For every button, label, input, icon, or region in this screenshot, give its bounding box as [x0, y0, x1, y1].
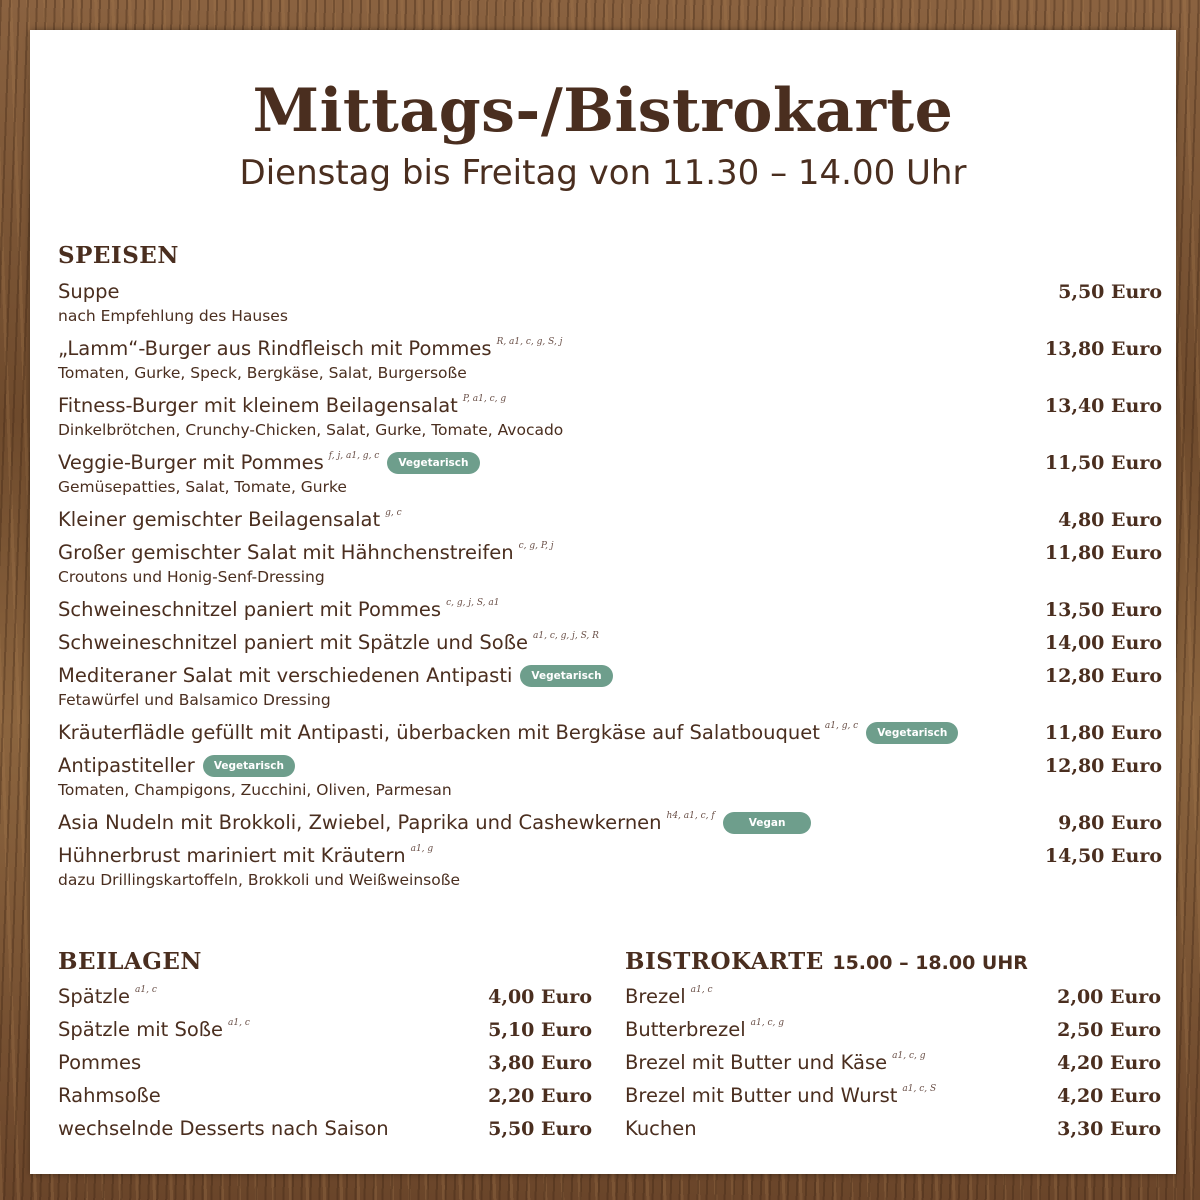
menu-item-name	[58, 811, 811, 834]
menu-item-row	[58, 394, 1162, 417]
menu-item-name	[58, 1117, 389, 1140]
menu-item	[58, 541, 1162, 586]
menu-item-name	[58, 508, 402, 531]
allergen-codes: P, a1, c, g	[462, 393, 507, 404]
allergen-codes: a1, c	[690, 984, 713, 995]
menu-item-price: 5,10 Euro	[488, 1019, 592, 1041]
menu-item-name	[58, 541, 554, 564]
menu-item-price: 4,00 Euro	[488, 986, 592, 1008]
menu-title: Mittags-/Bistrokarte	[252, 76, 954, 146]
allergen-codes: c, g, P, j	[518, 540, 554, 551]
menu-item-name	[58, 985, 157, 1008]
menu-item-title: Kuchen	[625, 1117, 697, 1140]
menu-item-row	[58, 541, 1162, 564]
menu-item-title: Brezel mit Butter und Käse	[625, 1051, 888, 1074]
bistrokarte-heading-title: BISTROKARTE	[625, 948, 824, 975]
menu-item-title: Suppe	[58, 280, 120, 303]
menu-item-price: 4,20 Euro	[1057, 1085, 1161, 1107]
menu-item-description: Gemüsepatties, Salat, Tomate, Gurke	[58, 478, 347, 496]
menu-item-price: 14,50 Euro	[1044, 845, 1162, 867]
allergen-codes: h4, a1, c, f	[666, 810, 715, 821]
allergen-codes: f, j, a1, g, c	[328, 450, 380, 461]
beilagen-heading: BEILAGEN	[58, 948, 202, 975]
menu-item-title: Asia Nudeln mit Brokkoli, Zwiebel, Paprika und Cashewkernen	[58, 811, 662, 834]
menu-item	[58, 1117, 592, 1140]
menu-card	[30, 30, 1176, 1174]
menu-item-price: 13,50 Euro	[1044, 599, 1162, 621]
menu-item	[58, 280, 1162, 325]
menu-item-price: 2,50 Euro	[1057, 1019, 1161, 1041]
menu-item	[58, 1084, 592, 1107]
menu-item	[625, 1018, 1161, 1041]
allergen-codes: R, a1, c, g, S, j	[496, 336, 563, 347]
menu-item-price: 3,30 Euro	[1057, 1118, 1161, 1140]
menu-item-title: Kräuterflädle gefüllt mit Antipasti, überbacken mit Bergkäse auf Salatbouquet	[58, 721, 820, 744]
menu-item-row	[58, 508, 1162, 531]
menu-item	[625, 985, 1161, 1008]
vegan-badge: Vegan	[723, 812, 812, 834]
menu-item	[58, 394, 1162, 439]
menu-item	[58, 1051, 592, 1074]
menu-item-title: Schweineschnitzel paniert mit Pommes	[58, 598, 442, 621]
menu-item-title: Spätzle	[58, 985, 131, 1008]
menu-item	[58, 721, 1162, 744]
menu-item-price: 5,50 Euro	[488, 1118, 592, 1140]
menu-item-price: 3,80 Euro	[488, 1052, 592, 1074]
menu-item	[58, 451, 1162, 496]
menu-item-price: 11,80 Euro	[1044, 542, 1162, 564]
menu-item-name	[58, 598, 499, 621]
menu-item-price: 2,20 Euro	[488, 1085, 592, 1107]
menu-item-price: 13,80 Euro	[1044, 338, 1162, 360]
menu-item-title: Rahmsoße	[58, 1084, 161, 1107]
menu-item-title: „Lamm“-Burger aus Rindfleisch mit Pommes	[58, 337, 492, 360]
speisen-heading: SPEISEN	[58, 242, 179, 269]
menu-item	[58, 337, 1162, 382]
allergen-codes: a1, c	[228, 1017, 250, 1028]
menu-item-title: Kleiner gemischter Beilagensalat	[58, 508, 381, 531]
vegetarian-badge: Vegetarisch	[203, 755, 295, 777]
menu-item-title: Mediteraner Salat mit verschiedenen Antipasti	[58, 664, 513, 687]
menu-item-description: Tomaten, Champigons, Zucchini, Oliven, Parmesan	[58, 781, 452, 799]
allergen-codes: a1, c	[135, 984, 157, 995]
menu-item-name	[58, 1084, 161, 1107]
menu-item-name	[625, 1117, 697, 1140]
menu-item-price: 12,80 Euro	[1044, 665, 1162, 687]
menu-item-row	[58, 451, 1162, 474]
menu-item-row	[58, 844, 1162, 867]
bistrokarte-heading	[625, 948, 1028, 975]
menu-item-title: Pommes	[58, 1051, 142, 1074]
menu-item-price: 2,00 Euro	[1057, 986, 1161, 1008]
menu-item-description: Tomaten, Gurke, Speck, Bergkäse, Salat, Burgersoße	[58, 364, 467, 382]
menu-item-row	[58, 811, 1162, 834]
menu-item-price: 4,80 Euro	[1058, 509, 1162, 531]
menu-item-row	[58, 631, 1162, 654]
menu-item-title: Veggie-Burger mit Pommes	[58, 451, 324, 474]
menu-item-name	[625, 1084, 936, 1107]
menu-item	[58, 631, 1162, 654]
menu-item-name	[58, 1018, 250, 1041]
menu-item-name	[58, 337, 562, 360]
menu-item-price: 14,00 Euro	[1044, 632, 1162, 654]
menu-item-title: Hühnerbrust mariniert mit Kräutern	[58, 844, 406, 867]
menu-item	[625, 1084, 1161, 1107]
menu-item-price: 13,40 Euro	[1044, 395, 1162, 417]
menu-item-title: Schweineschnitzel paniert mit Spätzle und Soße	[58, 631, 528, 654]
menu-item-description: Fetawürfel und Balsamico Dressing	[58, 691, 331, 709]
menu-item-name	[58, 1051, 141, 1074]
menu-item-price: 4,20 Euro	[1057, 1052, 1161, 1074]
menu-item	[58, 598, 1162, 621]
menu-item-title: Brezel	[625, 985, 686, 1008]
menu-item-price: 11,50 Euro	[1044, 452, 1162, 474]
vegetarian-badge: Vegetarisch	[520, 665, 612, 687]
menu-item-title: Brezel mit Butter und Wurst	[625, 1084, 898, 1107]
bistrokarte-hours: 15.00 – 18.00 UHR	[832, 952, 1028, 974]
menu-item-name	[58, 844, 433, 867]
menu-item-name	[58, 451, 480, 474]
menu-item-name	[58, 394, 506, 417]
allergen-codes: a1, g	[410, 843, 434, 854]
menu-item	[625, 1051, 1161, 1074]
allergen-codes: a1, g, c	[824, 720, 859, 731]
menu-item-name	[625, 985, 712, 1008]
allergen-codes: a1, c, g	[750, 1017, 784, 1028]
menu-item-name	[58, 721, 958, 744]
vegetarian-badge: Vegetarisch	[387, 452, 479, 474]
menu-item	[58, 844, 1162, 889]
menu-item	[58, 754, 1162, 799]
menu-item-title: Fitness-Burger mit kleinem Beilagensalat	[58, 394, 458, 417]
menu-item-description: nach Empfehlung des Hauses	[58, 307, 288, 325]
menu-item-row	[58, 280, 1162, 303]
menu-item-name	[625, 1018, 784, 1041]
menu-item	[58, 811, 1162, 834]
allergen-codes: c, g, j, S, a1	[446, 597, 500, 608]
menu-item-name	[58, 280, 120, 303]
menu-item-row	[58, 721, 1162, 744]
menu-item-price: 12,80 Euro	[1044, 755, 1162, 777]
menu-item-price: 11,80 Euro	[1044, 722, 1162, 744]
menu-item	[58, 508, 1162, 531]
menu-item-title: Spätzle mit Soße	[58, 1018, 224, 1041]
menu-item-description: Dinkelbrötchen, Crunchy-Chicken, Salat, Gurke, Tomate, Avocado	[58, 421, 564, 439]
menu-item-title: wechselnde Desserts nach Saison	[58, 1117, 389, 1140]
menu-item-title: Butterbrezel	[625, 1018, 746, 1041]
allergen-codes: a1, c, g, j, S, R	[533, 630, 599, 641]
allergen-codes: a1, c, g	[892, 1050, 926, 1061]
menu-item-name	[58, 631, 599, 654]
menu-item-name	[625, 1051, 926, 1074]
menu-item-name	[58, 754, 295, 777]
menu-subtitle: Dienstag bis Freitag von 11.30 – 14.00 Uhr	[239, 153, 967, 193]
menu-item-description: Croutons und Honig-Senf-Dressing	[58, 568, 325, 586]
menu-item-row	[58, 598, 1162, 621]
allergen-codes: a1, c, S	[902, 1083, 937, 1094]
menu-item	[625, 1117, 1161, 1140]
menu-item-row	[58, 337, 1162, 360]
allergen-codes: g, c	[385, 507, 402, 518]
menu-item	[58, 664, 1162, 709]
menu-item-name	[58, 664, 613, 687]
menu-item-price: 9,80 Euro	[1058, 812, 1162, 834]
menu-item-title: Großer gemischter Salat mit Hähnchenstreifen	[58, 541, 514, 564]
menu-item-description: dazu Drillingskartoffeln, Brokkoli und Weißweinsoße	[58, 871, 461, 889]
menu-item	[58, 1018, 592, 1041]
menu-item-row	[58, 754, 1162, 777]
menu-item	[58, 985, 592, 1008]
menu-item-price: 5,50 Euro	[1058, 281, 1162, 303]
vegetarian-badge: Vegetarisch	[866, 722, 958, 744]
menu-item-title: Antipastiteller	[58, 754, 195, 777]
menu-item-row	[58, 664, 1162, 687]
